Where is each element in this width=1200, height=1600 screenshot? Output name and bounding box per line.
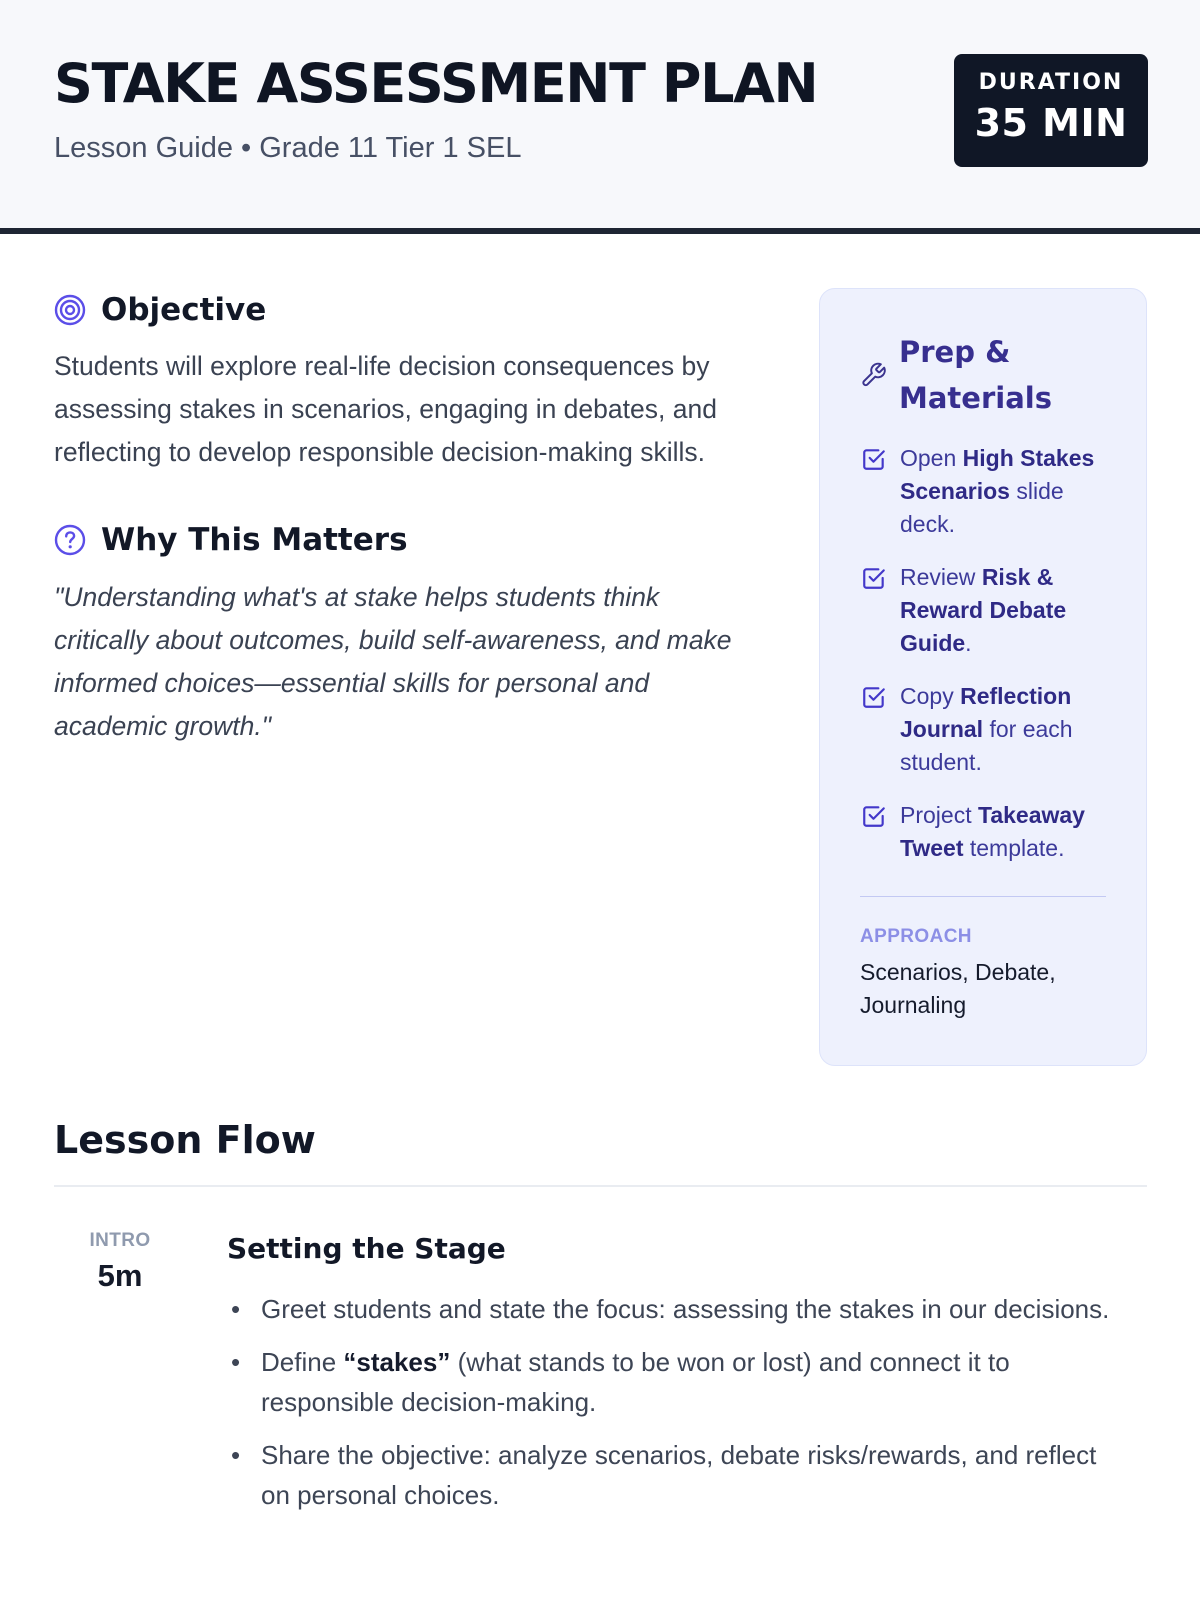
approach-label: APPROACH (860, 926, 972, 947)
prep-item-prefix: Copy (900, 683, 961, 709)
prep-item-suffix: template. (963, 835, 1065, 861)
approach-text: Scenarios, Debate, Journaling (860, 959, 1056, 1018)
prep-item-suffix: . (965, 630, 972, 656)
duration-badge (954, 54, 1148, 167)
prep-header (860, 329, 1146, 421)
step-bullet-text: Define (261, 1347, 344, 1377)
prep-item-material: Reflection Journal (900, 683, 1072, 742)
prep-item (860, 442, 1122, 541)
why-heading: Why This Matters (101, 522, 408, 558)
duration-value: 35 MIN (974, 101, 1128, 145)
step-duration: 5m (97, 1258, 143, 1293)
step-bullet-list (227, 1289, 1127, 1528)
checkbox-checked-icon (860, 446, 888, 472)
prep-divider (860, 896, 1106, 897)
step-bullet-text: Greet students and state the focus: assessing the stakes in our decisions. (261, 1294, 1110, 1324)
question-circle-icon (54, 524, 86, 556)
prep-item-material: Risk & Reward Debate Guide (900, 564, 1067, 656)
prep-item-text (900, 680, 1122, 779)
page-subtitle: Lesson Guide • Grade 11 Tier 1 SEL (54, 132, 522, 164)
step-bullet (227, 1289, 1127, 1329)
page-title: STAKE ASSESSMENT PLAN (54, 52, 818, 115)
prep-item (860, 561, 1122, 660)
target-icon (54, 294, 86, 326)
checkbox-checked-icon (860, 803, 888, 829)
why-header (54, 522, 408, 558)
objective-text: Students will explore real-life decision consequences by assessing stakes in scenarios, engaging in debates, and reflecting to develop responsible decision-making skills. (54, 351, 717, 467)
prep-item-material: Takeaway Tweet (900, 802, 1085, 861)
prep-item-text (900, 442, 1122, 541)
prep-item-text (900, 561, 1122, 660)
prep-item-prefix: Review (900, 564, 982, 590)
step-bullet-text: Share the objective: analyze scenarios, debate risks/rewards, and reflect on personal choices. (261, 1440, 1097, 1510)
prep-item (860, 680, 1122, 779)
objective-header (54, 292, 266, 328)
prep-panel (819, 288, 1147, 1066)
prep-item-suffix: slide deck. (900, 478, 1064, 537)
header (0, 0, 1200, 234)
checkbox-checked-icon (860, 565, 888, 591)
checkbox-checked-icon (860, 684, 888, 710)
duration-label: DURATION (978, 70, 1124, 95)
prep-item-prefix: Open (900, 445, 963, 471)
step-phase-label: INTRO (89, 1230, 151, 1251)
step-bullet (227, 1435, 1127, 1515)
wrench-icon (860, 360, 887, 390)
prep-item-suffix: for each student. (900, 716, 1073, 775)
step-bullet (227, 1342, 1127, 1422)
prep-item-text (900, 799, 1122, 865)
why-quote: "Understanding what's at stake helps students think critically about outcomes, build self-awareness, and make informed choices—essential skills for personal and academic growth." (54, 582, 732, 741)
section-divider (54, 1185, 1147, 1187)
step-title: Setting the Stage (227, 1232, 506, 1265)
prep-item-material: High Stakes Scenarios (900, 445, 1095, 504)
prep-item (860, 799, 1122, 865)
prep-list (860, 442, 1122, 885)
lesson-flow-heading: Lesson Flow (54, 1118, 316, 1162)
step-bullet-suffix: (what stands to be won or lost) and connect it to responsible decision-making. (261, 1347, 1010, 1417)
objective-heading: Objective (101, 292, 267, 328)
step-bullet-emphasis: “stakes” (343, 1347, 451, 1377)
prep-heading: Prep & Materials (899, 335, 1052, 415)
prep-item-prefix: Project (900, 802, 978, 828)
